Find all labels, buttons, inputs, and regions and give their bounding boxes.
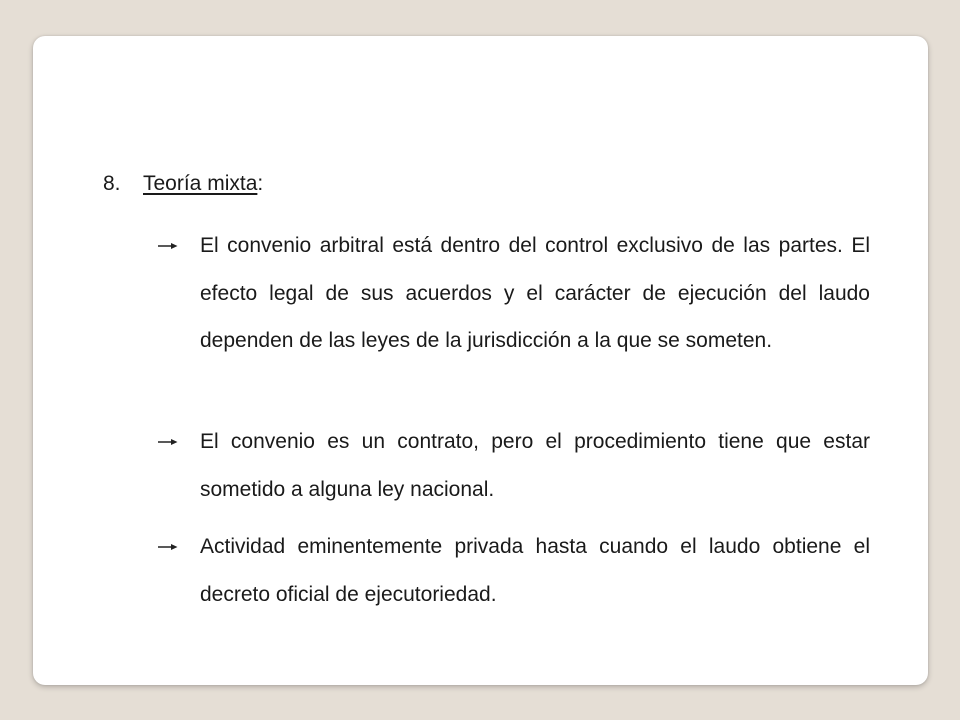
arrow-right-icon <box>158 542 178 552</box>
arrow-right-icon <box>158 437 178 447</box>
bullet-item <box>200 523 870 618</box>
bullet-item <box>200 418 870 513</box>
arrow-right-icon <box>158 241 178 251</box>
bullet-text: El convenio es un contrato, pero el procedimiento tiene que estar sometido a alguna ley nacional. <box>200 430 870 501</box>
section-heading <box>103 172 263 196</box>
bullet-text: Actividad eminentemente privada hasta cuando el laudo obtiene el decreto oficial de ejecutoriedad. <box>200 535 870 606</box>
bullet-item <box>200 222 870 365</box>
bullet-text: El convenio arbitral está dentro del control exclusivo de las partes. El efecto legal de sus acuerdos y el carácter de ejecución del laudo dependen de las leyes de la jurisdicción a la que se someten. <box>200 234 870 352</box>
heading-colon: : <box>257 172 264 195</box>
heading-title: Teoría mixta <box>143 172 258 195</box>
heading-number: 8. <box>103 172 121 195</box>
